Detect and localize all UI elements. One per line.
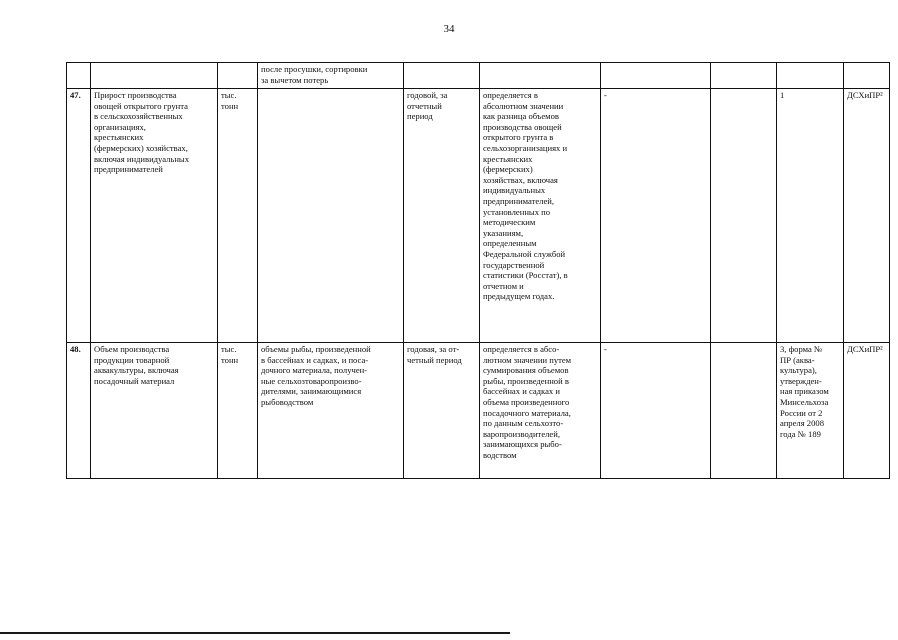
cell-col7: - — [601, 89, 711, 343]
cell-source — [777, 63, 844, 89]
cell-method: определяется в абсо- лютном значении путем суммирования объемов рыбы, произведенной в бассейнах и садках и объема произведенного посадочного материала, по данным сельхозто- варопроизводителей, занимающихся рыбо- водством — [480, 343, 601, 479]
cell-responsible: ДСХиПР² — [844, 89, 890, 343]
cell-unit — [218, 63, 258, 89]
cell-indicator-name: Прирост производства овощей открытого грунта в сельскохозяйственных организациях, крестьянских (фермерских) хозяйствах, включая индивидуальных предпринимателей — [91, 89, 218, 343]
cell-method: определяется в абсолютном значении как разница объемов производства овощей открытого грунта в сельхозорганизациях и крестьянских (фермерских) хозяйствах, включая индивидуальных предпринимателей, установленных по методическим указаниям, определенным Федеральной службой государственной статистики (Росстат), в отчетном и предыдущем годах. — [480, 89, 601, 343]
cell-periodicity: годовая, за от- четный период — [404, 343, 480, 479]
cell-source: 1 — [777, 89, 844, 343]
cell-periodicity — [404, 63, 480, 89]
cell-number — [67, 63, 91, 89]
cell-col7: - — [601, 343, 711, 479]
cell-indicator-name: Объем производства продукции товарной аквакультуры, включая посадочный материал — [91, 343, 218, 479]
cell-col8 — [711, 63, 777, 89]
table-row — [67, 343, 890, 479]
cell-col8 — [711, 89, 777, 343]
cell-number: 47. — [67, 89, 91, 343]
indicator-table — [66, 62, 890, 479]
table-row — [67, 63, 890, 89]
cell-col8 — [711, 343, 777, 479]
cell-method — [480, 63, 601, 89]
cell-definition: после просушки, сортировки за вычетом потерь — [258, 63, 404, 89]
cell-indicator-name — [91, 63, 218, 89]
cell-periodicity: годовой, за отчетный период — [404, 89, 480, 343]
cell-unit: тыс. тонн — [218, 89, 258, 343]
cell-unit: тыс. тонн — [218, 343, 258, 479]
page-number: 34 — [443, 23, 455, 35]
cell-responsible — [844, 63, 890, 89]
table-row — [67, 89, 890, 343]
cell-definition — [258, 89, 404, 343]
cell-definition: объемы рыбы, произведенной в бассейнах и садках, и поса- дочного материала, получен- ные сельхозтоваропроизво- дителями, занимающимися рыбоводством — [258, 343, 404, 479]
cell-source: 3, форма № ПР (аква- культура), утвержден- ная приказом Минсельхоза России от 2 апреля 2008 года № 189 — [777, 343, 844, 479]
cell-responsible: ДСХиПР² — [844, 343, 890, 479]
cell-number: 48. — [67, 343, 91, 479]
cell-col7 — [601, 63, 711, 89]
scan-edge-divider — [0, 632, 510, 634]
